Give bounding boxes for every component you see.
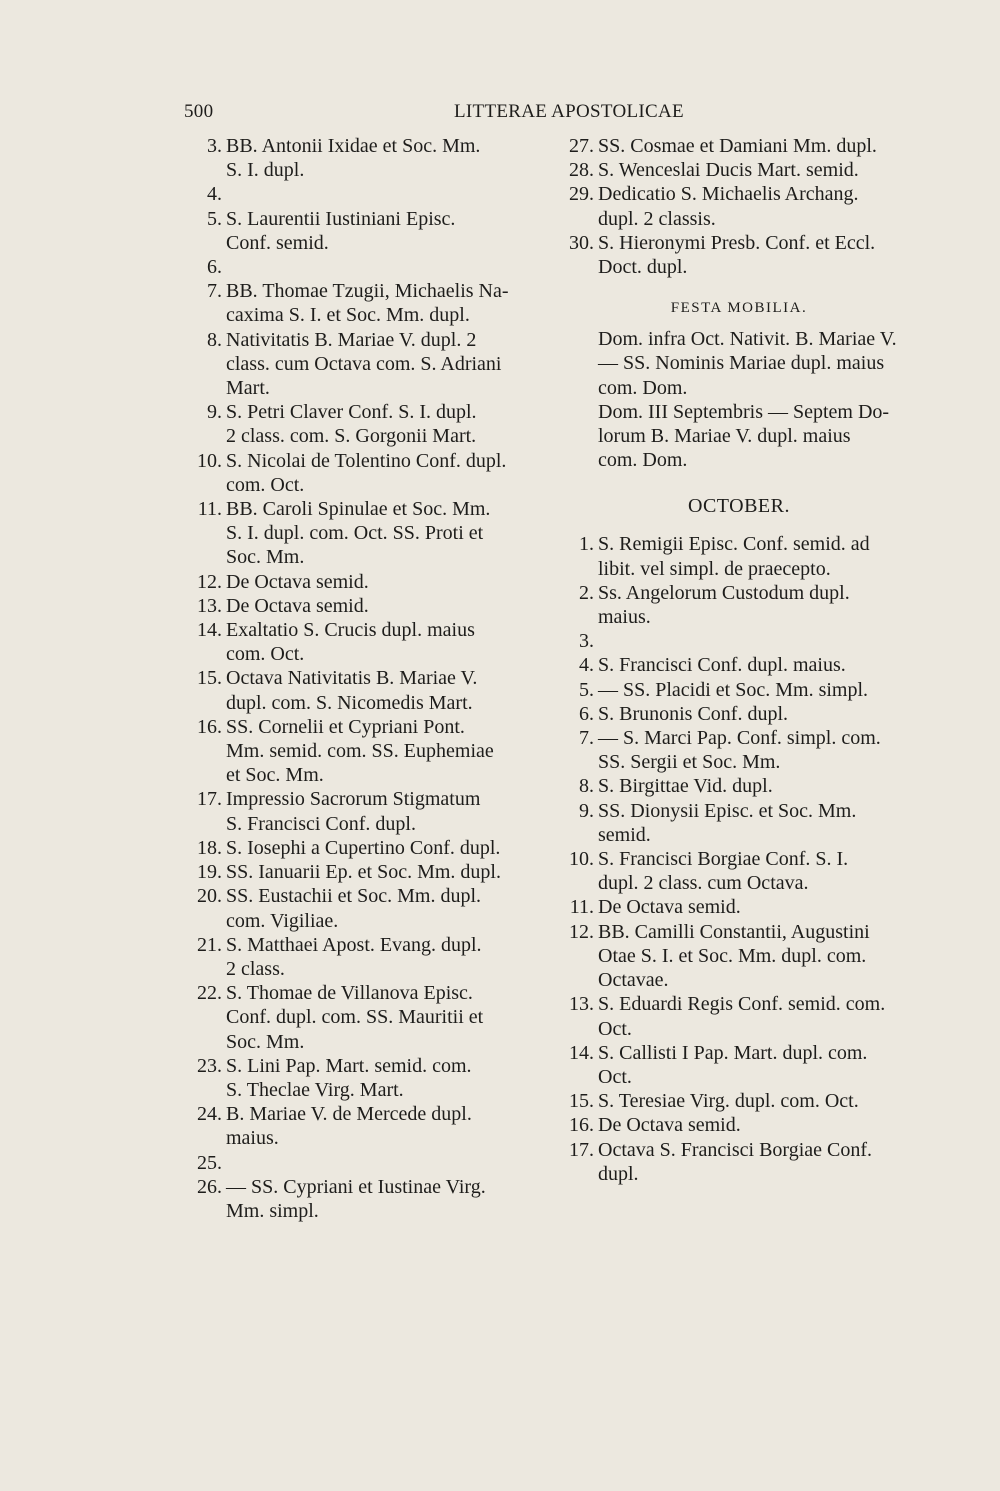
day-number: 1. bbox=[579, 533, 594, 556]
calendar-entry bbox=[186, 836, 548, 860]
entry-line: 2 class. com. S. Gorgonii Mart. bbox=[226, 425, 477, 448]
right-column bbox=[558, 134, 920, 1186]
entry-line: Soc. Mm. bbox=[226, 546, 305, 569]
festa-line: — SS. Nominis Mariae dupl. maius bbox=[598, 352, 885, 375]
day-number: 22. bbox=[197, 982, 222, 1005]
entry-line: Conf. dupl. com. SS. Mauritii et bbox=[226, 1006, 484, 1029]
calendar-entry bbox=[186, 1054, 548, 1102]
calendar-entry bbox=[558, 992, 920, 1040]
calendar-entry bbox=[186, 134, 548, 182]
day-number: 14. bbox=[569, 1041, 594, 1064]
day-number: 21. bbox=[197, 933, 222, 956]
calendar-entry bbox=[186, 981, 548, 1054]
entry-line bbox=[226, 255, 548, 279]
calendar-entry bbox=[186, 933, 548, 981]
entry-line: Nativitatis B. Mariae V. dupl. 2 bbox=[226, 328, 477, 351]
entry-line: S. Laurentii Iustiniani Episc. bbox=[226, 207, 456, 230]
entry-line: S. Birgittae Vid. dupl. bbox=[598, 775, 773, 798]
calendar-entry bbox=[558, 799, 920, 847]
entry-line: Impressio Sacrorum Stigmatum bbox=[226, 788, 481, 811]
entry-line: S. Remigii Episc. Conf. semid. ad bbox=[598, 533, 870, 556]
entry-line: S. Iosephi a Cupertino Conf. dupl. bbox=[226, 836, 501, 859]
day-number: 23. bbox=[197, 1054, 222, 1077]
day-number: 6. bbox=[207, 256, 222, 279]
calendar-entry bbox=[558, 581, 920, 629]
entry-line: De Octava semid. bbox=[226, 594, 369, 617]
entry-line: S. Thomae de Villanova Episc. bbox=[226, 982, 473, 1005]
calendar-entry bbox=[558, 702, 920, 726]
entry-line: Oct. bbox=[598, 1065, 632, 1088]
calendar-entry bbox=[558, 653, 920, 677]
running-header bbox=[184, 101, 924, 131]
calendar-entry bbox=[558, 629, 920, 653]
calendar-entry bbox=[558, 847, 920, 895]
day-number: 2. bbox=[579, 581, 594, 604]
calendar-entry bbox=[558, 774, 920, 798]
calendar-entry bbox=[186, 1175, 548, 1223]
day-number: 17. bbox=[569, 1138, 594, 1161]
calendar-entry bbox=[186, 1151, 548, 1175]
festa-line: lorum B. Mariae V. dupl. maius bbox=[598, 425, 851, 448]
entry-line: Mart. bbox=[226, 377, 270, 400]
entry-line: Mm. semid. com. SS. Euphemiae bbox=[226, 740, 494, 763]
entry-line: De Octava semid. bbox=[598, 896, 741, 919]
entry-line: Octava S. Francisci Borgiae Conf. bbox=[598, 1138, 873, 1161]
left-column bbox=[186, 134, 548, 1223]
calendar-entry bbox=[186, 449, 548, 497]
calendar-entry bbox=[558, 678, 920, 702]
entry-line bbox=[226, 1151, 548, 1175]
entry-line: libit. vel simpl. de praecepto. bbox=[598, 557, 831, 580]
day-number: 3. bbox=[207, 135, 222, 157]
entry-line: dupl. 2 class. cum Octava. bbox=[598, 872, 809, 895]
entry-line: Conf. semid. bbox=[226, 231, 329, 254]
entry-line: semid. bbox=[598, 823, 651, 846]
entry-line: SS. Sergii et Soc. Mm. bbox=[598, 751, 781, 774]
entry-line: SS. Cornelii et Cypriani Pont. bbox=[226, 715, 465, 738]
day-number: 13. bbox=[197, 594, 222, 617]
entry-line: Octava Nativitatis B. Mariae V. bbox=[226, 667, 478, 690]
entry-line: S. Hieronymi Presb. Conf. et Eccl. bbox=[598, 231, 876, 254]
entry-line: maius. bbox=[598, 606, 651, 629]
calendar-entry bbox=[558, 1138, 920, 1186]
entry-line: — SS. Cypriani et Iustinae Virg. bbox=[226, 1175, 486, 1198]
calendar-entry bbox=[186, 400, 548, 448]
day-number: 4. bbox=[207, 183, 222, 206]
calendar-entry bbox=[186, 666, 548, 714]
festa-line: Dom. infra Oct. Nativit. B. Mariae V. bbox=[598, 328, 897, 351]
calendar-entry bbox=[558, 895, 920, 919]
calendar-entry bbox=[186, 255, 548, 279]
entry-line: De Octava semid. bbox=[598, 1114, 741, 1137]
entry-line: S. I. dupl. bbox=[226, 159, 305, 182]
entry-line: Mm. simpl. bbox=[226, 1199, 319, 1222]
entry-line: Doct. dupl. bbox=[598, 256, 688, 279]
entry-line: — S. Marci Pap. Conf. simpl. com. bbox=[598, 727, 881, 750]
entry-line: S. Callisti I Pap. Mart. dupl. com. bbox=[598, 1041, 868, 1064]
day-number: 28. bbox=[569, 159, 594, 182]
entry-line: S. Francisci Borgiae Conf. S. I. bbox=[598, 848, 849, 871]
calendar-entry bbox=[186, 279, 548, 327]
entry-line bbox=[598, 629, 920, 653]
entry-line: SS. Eustachii et Soc. Mm. dupl. bbox=[226, 885, 481, 908]
entry-line: — SS. Placidi et Soc. Mm. simpl. bbox=[598, 678, 869, 701]
entry-line: BB. Thomae Tzugii, Michaelis Na- bbox=[226, 280, 509, 303]
calendar-entry bbox=[186, 715, 548, 788]
calendar-entry bbox=[186, 618, 548, 666]
calendar-entry bbox=[186, 860, 548, 884]
entry-line: et Soc. Mm. bbox=[226, 764, 324, 787]
running-title: LITTERAE APOSTOLICAE bbox=[454, 101, 684, 122]
entry-line: dupl. bbox=[598, 1162, 639, 1185]
day-number: 16. bbox=[569, 1114, 594, 1137]
entry-line: S. Lini Pap. Mart. semid. com. bbox=[226, 1054, 472, 1077]
day-number: 11. bbox=[569, 896, 594, 919]
day-number: 10. bbox=[569, 848, 594, 871]
entry-line: S. Francisci Conf. dupl. bbox=[226, 812, 416, 835]
entry-line: com. Oct. bbox=[226, 473, 305, 496]
day-number: 25. bbox=[197, 1151, 222, 1174]
calendar-entry bbox=[186, 787, 548, 835]
entry-line: S. Petri Claver Conf. S. I. dupl. bbox=[226, 401, 477, 424]
calendar-entry bbox=[558, 182, 920, 230]
calendar-entry bbox=[558, 158, 920, 182]
entry-line: S. Brunonis Conf. dupl. bbox=[598, 702, 789, 725]
day-number: 14. bbox=[197, 619, 222, 642]
calendar-entry bbox=[558, 532, 920, 580]
day-number: 16. bbox=[197, 715, 222, 738]
entry-line: S. Wenceslai Ducis Mart. semid. bbox=[598, 159, 859, 182]
day-number: 29. bbox=[569, 183, 594, 206]
entry-line: 2 class. bbox=[226, 957, 285, 980]
calendar-entry bbox=[558, 1041, 920, 1089]
entry-line: Exaltatio S. Crucis dupl. maius bbox=[226, 619, 475, 642]
calendar-entry bbox=[186, 1102, 548, 1150]
calendar-entry bbox=[558, 920, 920, 993]
day-number: 12. bbox=[569, 920, 594, 943]
october-entries bbox=[558, 532, 920, 1185]
day-number: 20. bbox=[197, 885, 222, 908]
entry-line bbox=[226, 182, 548, 206]
day-number: 10. bbox=[197, 449, 222, 472]
day-number: 4. bbox=[579, 654, 594, 677]
day-number: 3. bbox=[579, 630, 594, 653]
day-number: 9. bbox=[579, 799, 594, 822]
entry-line: BB. Caroli Spinulae et Soc. Mm. bbox=[226, 498, 491, 521]
entry-line: dupl. 2 classis. bbox=[598, 207, 716, 230]
calendar-entry bbox=[558, 1089, 920, 1113]
page-number: 500 bbox=[184, 101, 214, 122]
day-number: 26. bbox=[197, 1175, 222, 1198]
day-number: 27. bbox=[569, 135, 594, 157]
calendar-entry bbox=[186, 497, 548, 570]
calendar-entry bbox=[186, 570, 548, 594]
day-number: 19. bbox=[197, 861, 222, 884]
entry-line: SS. Cosmae et Damiani Mm. dupl. bbox=[598, 135, 877, 157]
day-number: 15. bbox=[569, 1090, 594, 1113]
day-number: 30. bbox=[569, 231, 594, 254]
entry-line: maius. bbox=[226, 1127, 279, 1150]
day-number: 18. bbox=[197, 836, 222, 859]
entry-line: SS. Ianuarii Ep. et Soc. Mm. dupl. bbox=[226, 861, 501, 884]
day-number: 7. bbox=[579, 727, 594, 750]
entry-line: Soc. Mm. bbox=[226, 1030, 305, 1053]
festa-mobilia-text bbox=[558, 327, 920, 472]
calendar-entry bbox=[186, 884, 548, 932]
entry-line: S. Eduardi Regis Conf. semid. com. bbox=[598, 993, 886, 1016]
entry-line: S. Francisci Conf. dupl. maius. bbox=[598, 654, 846, 677]
festa-line: com. Dom. bbox=[598, 449, 688, 472]
entry-line: Oct. bbox=[598, 1017, 632, 1040]
festa-line: Dom. III Septembris — Septem Do- bbox=[598, 400, 890, 423]
entry-line: S. Teresiae Virg. dupl. com. Oct. bbox=[598, 1090, 859, 1113]
entry-line: dupl. com. S. Nicomedis Mart. bbox=[226, 691, 473, 714]
day-number: 8. bbox=[579, 775, 594, 798]
day-number: 12. bbox=[197, 570, 222, 593]
day-number: 5. bbox=[207, 207, 222, 230]
festa-mobilia-heading: FESTA MOBILIA. bbox=[670, 300, 808, 317]
entry-line: caxima S. I. et Soc. Mm. dupl. bbox=[226, 304, 470, 327]
day-number: 11. bbox=[197, 498, 222, 521]
entry-line: De Octava semid. bbox=[226, 570, 369, 593]
october-heading: OCTOBER. bbox=[688, 495, 790, 518]
entry-line: com. Vigiliae. bbox=[226, 909, 339, 932]
calendar-entry bbox=[558, 726, 920, 774]
entry-line: Ss. Angelorum Custodum dupl. bbox=[598, 581, 850, 604]
calendar-entry bbox=[558, 1113, 920, 1137]
day-number: 24. bbox=[197, 1103, 222, 1126]
day-number: 15. bbox=[197, 667, 222, 690]
entry-line: S. I. dupl. com. Oct. SS. Proti et bbox=[226, 522, 484, 545]
day-number: 6. bbox=[579, 702, 594, 725]
entry-line: com. Oct. bbox=[226, 643, 305, 666]
entry-line: BB. Camilli Constantii, Augustini bbox=[598, 920, 870, 943]
calendar-entry bbox=[186, 207, 548, 255]
day-number: 5. bbox=[579, 678, 594, 701]
calendar-entry bbox=[186, 328, 548, 401]
entry-line: SS. Dionysii Episc. et Soc. Mm. bbox=[598, 799, 857, 822]
entry-line: BB. Antonii Ixidae et Soc. Mm. bbox=[226, 135, 481, 157]
entry-line: S. Nicolai de Tolentino Conf. dupl. bbox=[226, 449, 507, 472]
entry-line: S. Matthaei Apost. Evang. dupl. bbox=[226, 933, 482, 956]
calendar-entry bbox=[186, 594, 548, 618]
calendar-entry bbox=[186, 182, 548, 206]
calendar-entry bbox=[558, 134, 920, 158]
september-end-entries bbox=[558, 134, 920, 279]
day-number: 17. bbox=[197, 788, 222, 811]
entry-line: Octavae. bbox=[598, 969, 669, 992]
entry-line: S. Theclae Virg. Mart. bbox=[226, 1078, 404, 1101]
entry-line: B. Mariae V. de Mercede dupl. bbox=[226, 1103, 472, 1126]
day-number: 8. bbox=[207, 328, 222, 351]
calendar-entry bbox=[558, 231, 920, 279]
entry-line: Otae S. I. et Soc. Mm. dupl. com. bbox=[598, 944, 867, 967]
entry-line: class. cum Octava com. S. Adriani bbox=[226, 352, 502, 375]
day-number: 9. bbox=[207, 401, 222, 424]
festa-line: com. Dom. bbox=[598, 376, 688, 399]
day-number: 13. bbox=[569, 993, 594, 1016]
entry-line: Dedicatio S. Michaelis Archang. bbox=[598, 183, 859, 206]
day-number: 7. bbox=[207, 280, 222, 303]
